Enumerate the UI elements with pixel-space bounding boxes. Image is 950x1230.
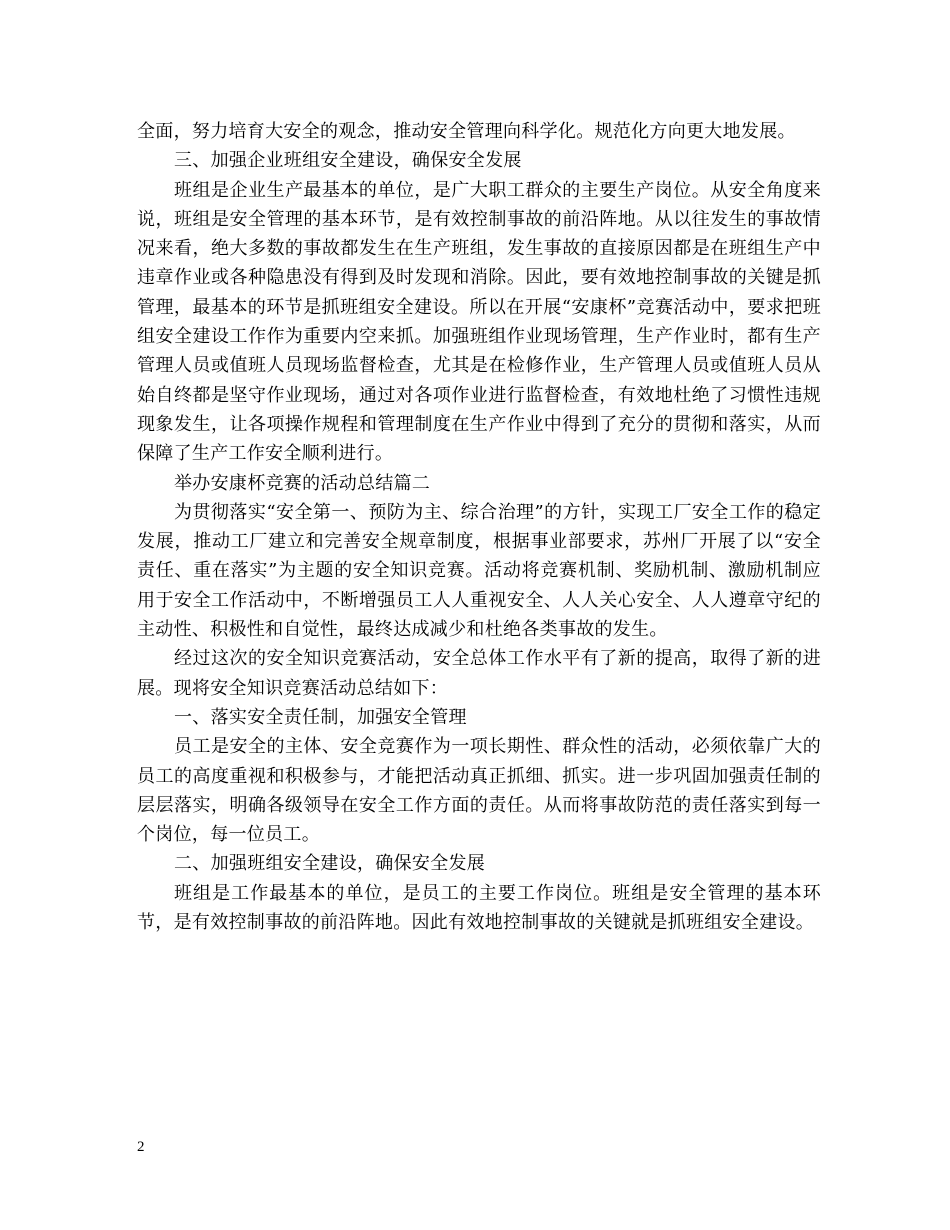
paragraph-responsibility: 员工是安全的主体、安全竞赛作为一项长期性、群众性的活动，必须依靠广大的员工的高度重视和积极参与，才能把活动真正抓细、抓实。进一步巩固加强责任制的层层落实，明确各级领导在安全工作方面的责任。从而将事故防范的责任落实到每一个岗位，每一位员工。 bbox=[137, 736, 821, 846]
article-title-part-two: 举办安康杯竞赛的活动总结篇二 bbox=[174, 472, 431, 494]
section-heading-one: 一、落实安全责任制，加强安全管理 bbox=[174, 706, 467, 728]
paragraph-summary-intro: 经过这次的安全知识竞赛活动，安全总体工作水平有了新的提高，取得了新的进展。现将安全知识竞赛活动总结如下： bbox=[137, 648, 821, 699]
section-heading-two: 二、加强班组安全建设，确保安全发展 bbox=[174, 853, 486, 875]
page-number: 2 bbox=[137, 1139, 145, 1155]
paragraph-competition-intro: 为贯彻落实“安全第一、预防为主、综合治理”的方针，实现工厂安全工作的稳定发展，推动工厂建立和完善安全规章制度，根据事业部要求，苏州厂开展了以“安全责任、重在落实”为主题的安全知识竞赛。活动将竞赛机制、奖励机制、激励机制应用于安全工作活动中，不断增强员工人人重视安全、人人关心安全、人人遵章守纪的主动性、积极性和自觉性，最终达成减少和杜绝各类事故的发生。 bbox=[137, 501, 821, 641]
paragraph-team-building: 班组是工作最基本的单位，是员工的主要工作岗位。班组是安全管理的基本环节，是有效控制事故的前沿阵地。因此有效地控制事故的关键就是抓班组安全建设。 bbox=[137, 882, 821, 934]
document-body bbox=[137, 117, 821, 937]
paragraph-team-safety: 班组是企业生产最基本的单位，是广大职工群众的主要生产岗位。从安全角度来说，班组是安全管理的基本环节，是有效控制事故的前沿阵地。从以往发生的事故情况来看，绝大多数的事故都发生在生产班组，发生事故的直接原因都是在班组生产中违章作业或各种隐患没有得到及时发现和消除。因此，要有效地控制事故的关键是抓管理，最基本的环节是抓班组安全建设。所以在开展“安康杯”竞赛活动中，要求把班组安全建设工作作为重要内空来抓。加强班组作业现场管理，生产作业时，都有生产管理人员或值班人员现场监督检查，尤其是在检修作业，生产管理人员或值班人员从始自终都是坚守作业现场，通过对各项作业进行监督检查，有效地杜绝了习惯性违规现象发生，让各项操作规程和管理制度在生产作业中得到了充分的贯彻和落实，从而保障了生产工作安全顺利进行。 bbox=[137, 179, 821, 465]
paragraph-continuation: 全面，努力培育大安全的观念，推动安全管理向科学化。规范化方向更大地发展。 bbox=[137, 121, 796, 142]
section-heading-three: 三、加强企业班组安全建设，确保安全发展 bbox=[174, 150, 522, 172]
